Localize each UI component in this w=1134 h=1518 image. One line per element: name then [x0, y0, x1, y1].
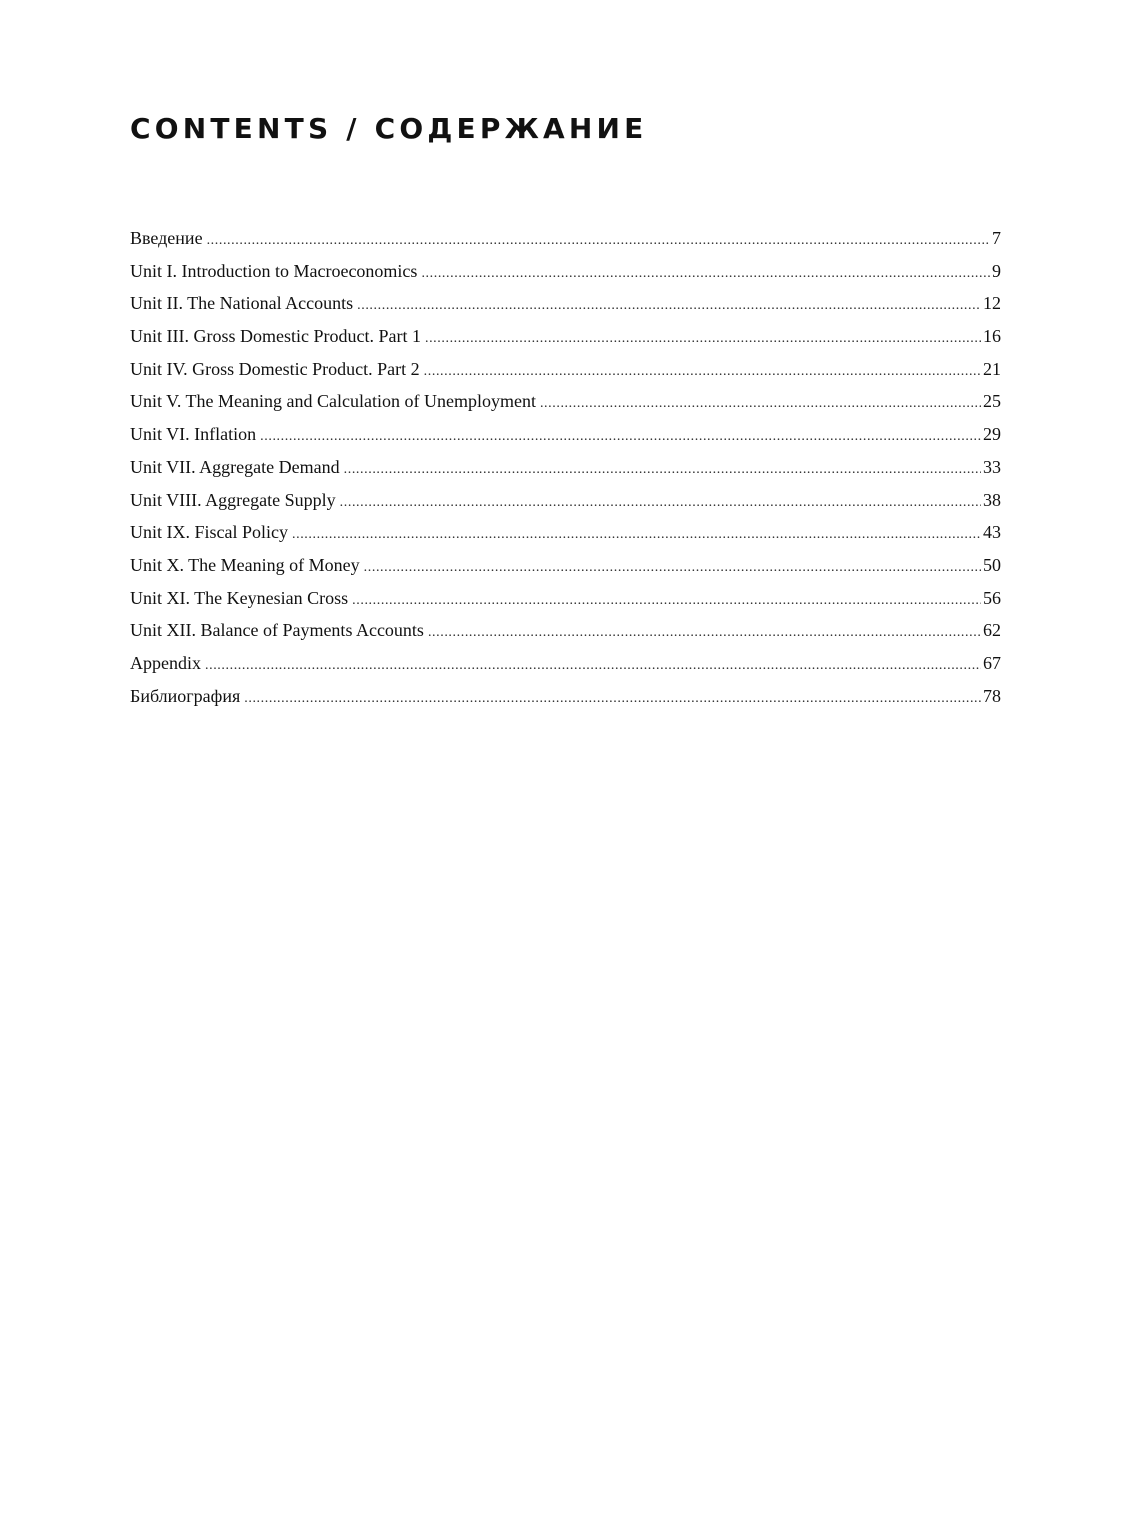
toc-entry-unit-12[interactable] [130, 618, 1001, 651]
toc-entry-unit-4[interactable] [130, 357, 1001, 390]
toc-entry-title: Unit III. Gross Domestic Product. Part 1 [130, 326, 421, 347]
toc-entry-unit-1[interactable] [130, 259, 1001, 292]
dot-leader [428, 620, 981, 645]
dot-leader [421, 261, 990, 286]
toc-entry-unit-10[interactable] [130, 553, 1001, 586]
toc-entry-title: Unit XII. Balance of Payments Accounts [130, 620, 424, 641]
toc-entry-page: 12 [983, 293, 1001, 314]
dot-leader [424, 359, 981, 384]
toc-entry-page: 38 [983, 489, 1001, 510]
dot-leader [244, 686, 981, 711]
toc-entry-introduction[interactable] [130, 226, 1001, 259]
toc-entry-page: 78 [983, 685, 1001, 706]
dot-leader [292, 522, 981, 547]
toc-entry-unit-3[interactable] [130, 324, 1001, 357]
dot-leader [540, 391, 981, 416]
toc-entry-page: 9 [992, 260, 1001, 281]
toc-entry-page: 43 [983, 522, 1001, 543]
toc-entry-page: 33 [983, 456, 1001, 477]
toc-entry-unit-2[interactable] [130, 291, 1001, 324]
toc-entry-title: Библиография [130, 685, 241, 706]
table-of-contents [130, 226, 1001, 716]
toc-entry-unit-7[interactable] [130, 455, 1001, 488]
dot-leader [357, 293, 981, 318]
toc-entry-title: Appendix [130, 652, 201, 673]
toc-entry-title: Unit II. The National Accounts [130, 293, 354, 314]
toc-entry-unit-5[interactable] [130, 389, 1001, 422]
toc-entry-page: 62 [983, 620, 1001, 641]
toc-entry-unit-8[interactable] [130, 488, 1001, 521]
toc-entry-title: Unit VIII. Aggregate Supply [130, 489, 336, 510]
toc-entry-title: Unit VII. Aggregate Demand [130, 456, 340, 477]
toc-entry-title: Unit XI. The Keynesian Cross [130, 587, 349, 608]
dot-leader [207, 228, 990, 253]
toc-entry-page: 67 [983, 652, 1001, 673]
toc-entry-page: 29 [983, 424, 1001, 445]
toc-entry-title: Unit IX. Fiscal Policy [130, 522, 288, 543]
toc-entry-title: Unit I. Introduction to Macroeconomics [130, 260, 418, 281]
dot-leader [340, 490, 981, 515]
dot-leader [344, 457, 981, 482]
page-title: CONTENTS / СОДЕРЖАНИЕ [130, 112, 648, 145]
toc-entry-unit-9[interactable] [130, 520, 1001, 553]
toc-entry-page: 50 [983, 554, 1001, 575]
toc-entry-page: 7 [992, 228, 1001, 248]
dot-leader [205, 653, 981, 678]
toc-entry-page: 25 [983, 391, 1001, 412]
toc-entry-bibliography[interactable] [130, 684, 1001, 717]
toc-entry-unit-6[interactable] [130, 422, 1001, 455]
toc-entry-title: Unit X. The Meaning of Money [130, 554, 360, 575]
toc-entry-title: Unit IV. Gross Domestic Product. Part 2 [130, 358, 420, 379]
dot-leader [260, 424, 981, 449]
toc-entry-page: 56 [983, 587, 1001, 608]
toc-entry-title: Введение [130, 228, 203, 248]
toc-entry-page: 21 [983, 358, 1001, 379]
toc-entry-appendix[interactable] [130, 651, 1001, 684]
dot-leader [425, 326, 981, 351]
toc-entry-page: 16 [983, 326, 1001, 347]
toc-entry-title: Unit VI. Inflation [130, 424, 257, 445]
toc-entry-title: Unit V. The Meaning and Calculation of Unemployment [130, 391, 536, 412]
dot-leader [364, 555, 981, 580]
dot-leader [352, 588, 981, 613]
toc-entry-unit-11[interactable] [130, 586, 1001, 619]
